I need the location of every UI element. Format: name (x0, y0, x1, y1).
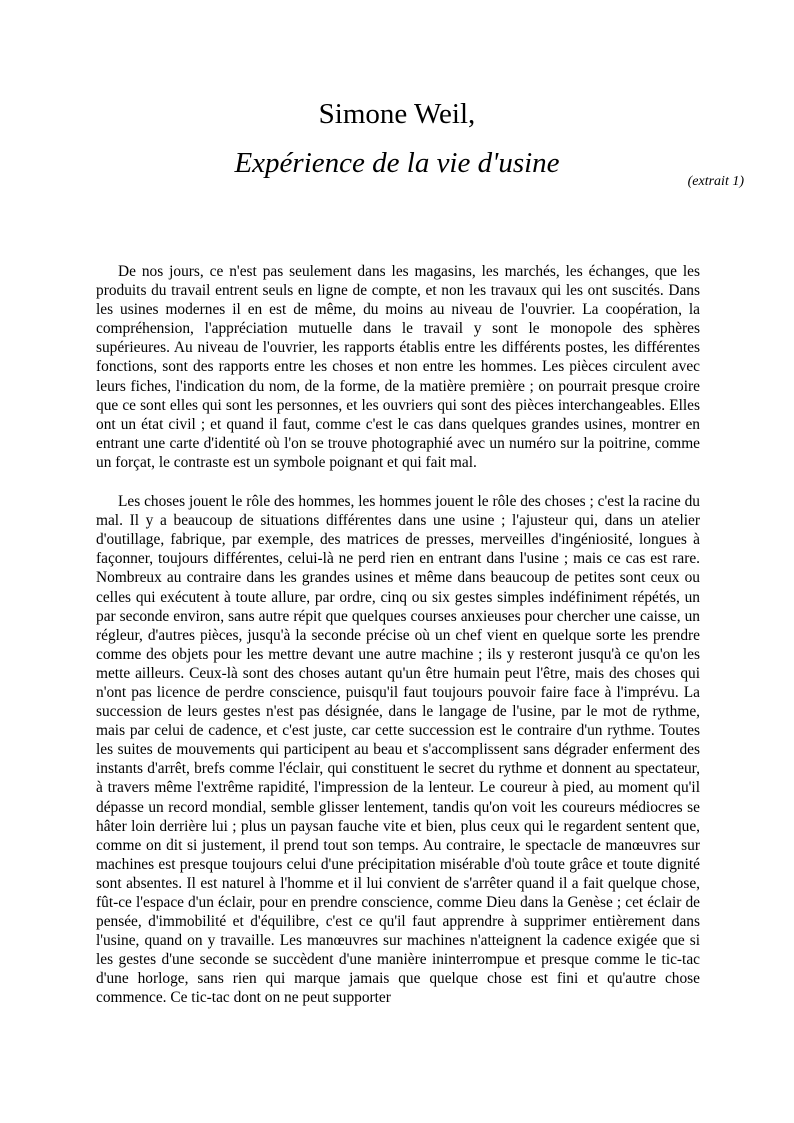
author-heading: Simone Weil, (318, 98, 476, 130)
work-title: Expérience de la vie d'usine (234, 147, 560, 179)
body-text (96, 262, 700, 1008)
paragraph-1: De nos jours, ce n'est pas seulement dans les magasins, les marchés, les échanges, que les produits du travail entrent seuls en ligne de compte, et non les travaux qui les ont suscités. Dans les usines modernes il en est de même, du moins au niveau de l'ouvrier. La coopération, la compréhension, l'appréciation mutuelle dans le travail y sont le monopole des sphères supérieures. Au niveau de l'ouvrier, les rapports établis entre les différents postes, les différentes fonctions, sont des rapports entre les choses et non entre les hommes. Les pièces circulent avec leurs fiches, l'indication du nom, de la forme, de la matière première ; on pourrait presque croire que ce sont elles qui sont les personnes, et les ouvriers qui sont des pièces interchangeables. Elles ont un état civil ; et quand il faut, comme c'est le cas dans quelques grandes usines, montrer en entrant une carte d'identité où l'on se trouve photographié avec un numéro sur la poitrine, comme un forçat, le contraste est un symbole poignant et qui fait mal. (96, 263, 700, 471)
paragraph-2: Les choses jouent le rôle des hommes, les hommes jouent le rôle des choses ; c'est la racine du mal. Il y a beaucoup de situations différentes dans une usine ; l'ajusteur qui, dans un atelier d'outillage, fabrique, par exemple, des matrices de presses, merveilles d'ingéniosité, longues à façonner, toujours différentes, celui-là ne perd rien en entrant dans l'usine ; mais ce cas est rare. Nombreux au contraire dans les grandes usines et même dans beaucoup de petites sont ceux ou celles qui exécutent à toute allure, par ordre, cinq ou six gestes simples indéfiniment répétés, un par seconde environ, sans autre répit que quelques courses anxieuses pour chercher une caisse, un régleur, d'autres pièces, jusqu'à la seconde précise où un chef vient en quelque sorte les prendre comme des objets pour les mettre devant une autre machine ; ils y resteront jusqu'à ce qu'on les mette ailleurs. Ceux-là sont des choses autant qu'un être humain peut l'être, mais des choses qui n'ont pas licence de perdre conscience, puisqu'il faut toujours pouvoir faire face à l'imprévu. La succession de leurs gestes n'est pas désignée, dans le langage de l'usine, par le mot de rythme, mais par celui de cadence, et c'est juste, car cette succession est le contraire d'un rythme. Toutes les suites de mouvements qui participent au beau et s'accomplissent sans dégrader enferment des instants d'arrêt, brefs comme l'éclair, qui constituent le secret du rythme et donnent au spectateur, à travers même l'extrême rapidité, l'impression de la lenteur. Le coureur à pied, au moment qu'il dépasse un record mondial, semble glisser lentement, tandis qu'on voit les coureurs médiocres se hâter loin derrière lui ; plus un paysan fauche vite et bien, plus ceux qui le regardent sentent que, comme on dit si justement, il prend tout son temps. Au contraire, le spectacle de manœuvres sur machines est presque toujours celui d'une précipitation misérable d'où toute grâce et toute dignité sont absentes. Il est naturel à l'homme et il lui convient de s'arrêter quand il a fait quelque chose, fût-ce l'espace d'un éclair, pour en prendre conscience, comme Dieu dans la Genèse ; cet éclair de pensée, d'immobilité et d'équilibre, c'est ce qu'il faut apprendre à supprimer entièrement dans l'usine, quand on y travaille. Les manœuvres sur machines n'atteignent la cadence exigée que si les gestes d'une seconde se succèdent d'une manière ininterrompue et presque comme le tic-tac d'une horloge, sans rien qui marque jamais que quelque chose est fini et qu'autre chose commence. Ce tic-tac dont on ne peut supporter (96, 493, 700, 1007)
extract-note: (extrait 1) (687, 174, 744, 189)
